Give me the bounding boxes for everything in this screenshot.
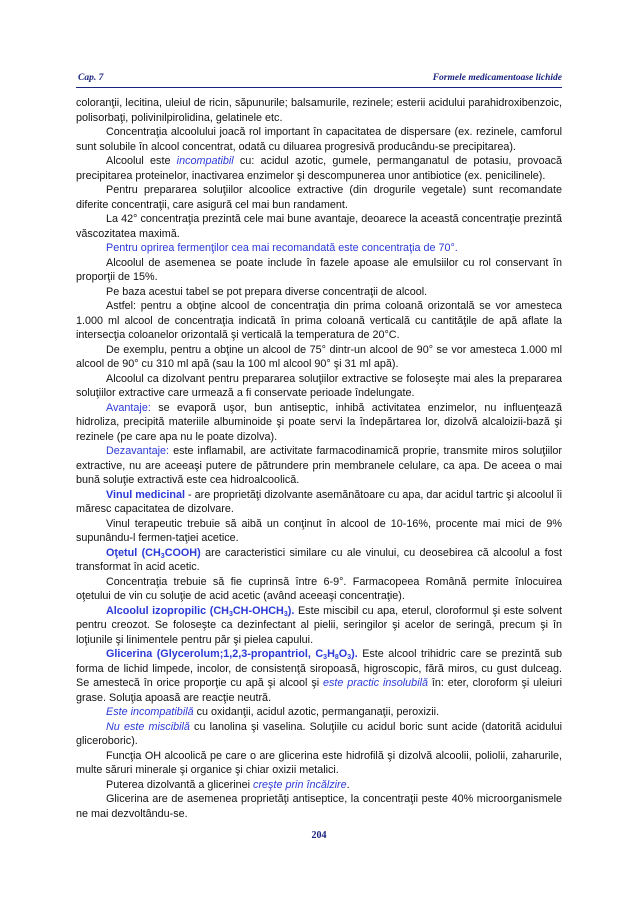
paragraph: Pe baza acestui tabel se pot prepara diverse concentraţii de alcool.: [106, 285, 428, 298]
section-title: Formele medicamentoase lichide: [432, 73, 562, 83]
paragraph: Glicerina are de asemenea proprietăţi antiseptice, la concentraţii peste 40% microorganismele ne mai dezvoltându-se.: [76, 793, 562, 820]
paragraph: Este incompatibilă cu oxidanţii, acidul azotic, permanganaţii, peroxizii.: [106, 706, 440, 718]
paragraph: Astfel: pentru a obţine alcool de concentraţia din prima coloană orizontală se vor amesteca 1.000 ml alcool de concentraţia indicată în prima coloană verticală cu cantităţile de apă aflate la intersecţia coloanelor orizontală şi verticală la temperatura de 20°C.: [76, 300, 562, 341]
page-header: [76, 70, 562, 86]
paragraph: Funcţia OH alcoolică pe care o are glicerina este hidrofilă şi dizolvă alcoolii, poliolii, zaharurile, multe săruri minerale şi organice şi chiar oxizii metalici.: [76, 749, 562, 776]
paragraph: Alcoolul de asemenea se poate include în fazele apoase ale emulsiilor cu rol conservant în proporţii de 15%.: [76, 256, 562, 283]
paragraph: Concentraţia alcoolului joacă rol important în capacitatea de dispersare (ex. rezinele, camforul sunt solubile în alcool concentrat, odată cu diluarea progresivă producându-se precipitarea).: [76, 126, 562, 153]
disadvantages-label: Dezavantaje:: [106, 445, 170, 457]
paragraph: Puterea dizolvantă a glicerinei creşte prin încălzire.: [106, 778, 350, 791]
page-body: [76, 96, 562, 821]
highlighted-paragraph: Pentru oprirea fermenţilor cea mai recomandată este concentraţia de 70°.: [106, 242, 458, 254]
paragraph: De exemplu, pentru a obţine un alcool de 75° dintr-un alcool de 90° se vor amesteca 1.000 ml alcool de 90° cu 310 ml apă (sau la 100 ml alcool 90° şi 31 ml apă).: [76, 343, 562, 370]
paragraph: coloranţii, lecitina, uleiul de ricin, săpunurile; balsamurile, rezinele; esterii acidului parahidroxibenzoic, polisorbaţi, polivinilpirolidina, gelatinele etc.: [76, 97, 562, 124]
chapter-label: Cap. 7: [78, 73, 104, 83]
term-heading: Vinul medicinal: [106, 488, 186, 501]
paragraph: Nu este miscibilă cu lanolina şi vaselina. Soluţiile cu acidul boric sunt acide (datorită acidului gliceroboric).: [76, 720, 562, 747]
emphasis-text: incompatibil: [176, 155, 234, 167]
emphasis-text: Nu este miscibilă: [106, 720, 190, 733]
paragraph: Avantaje: se evaporă uşor, bun antiseptic, inhibă activitatea enzimelor, nu influenţează hidroliza, precipită materiile albuminoide şi poate servi la îndepărtarea lor, dizolvă alcaloizii-bază şi rezinele (pe care apa nu le poate dizolva).: [76, 401, 562, 443]
paragraph: Vinul medicinal - are proprietăţi dizolvante asemănătoare cu apa, dar acidul tartric şi alcoolul îi măresc capacitatea de dizolvare.: [76, 488, 563, 515]
paragraph: La 42° concentraţia prezintă cele mai bune avantaje, deoarece la această concentraţie prezintă văscozitatea maximă.: [76, 213, 562, 240]
paragraph: Alcoolul este incompatibil cu: acidul azotic, gumele, permanganatul de potasiu, provoacă precipitarea proteinelor, inactivarea enzimelor şi descompunerea unor antibiotice (ex. penicilinele).: [76, 155, 562, 182]
paragraph: Dezavantaje: este inflamabil, are activitate farmacodinamică proprie, transmite miros soluţiilor extractive, nu are aceeaşi putere de pătrundere prin membranele celulare, ca apa. De aceea o mai bună soluţie extractivă este cea hidroalcoolică.: [76, 445, 562, 486]
advantages-label: Avantaje:: [106, 401, 151, 414]
emphasis-text: creşte prin încălzire: [253, 778, 347, 791]
paragraph: Glicerina (Glycerolum;1,2,3-propantriol, $C_3H_8O_3$). Este alcool trihidric care se prezintă sub forma de lichid limpede, incolor, de consistenţă siropoasă, higroscopic, fără miros, cu gust dulceag. Se amestecă în orice proporţie cu apă şi alcool şi este practic insolubilă în: eter, cloroform şi uleiuri grase. Soluţia apoasă are reacţie neutră.: [76, 648, 562, 704]
paragraph: Oţetul $(CH_3COOH)$ are caracteristici similare cu ale vinului, cu deosebirea că alcoolul a fost transformat în acid acetic.: [76, 546, 562, 573]
term-heading: Oţetul $(CH_3COOH)$: [106, 546, 201, 560]
header-rule: [76, 87, 562, 88]
paragraph: Vinul terapeutic trebuie să aibă un conţinut în alcool de 10-16%, procente mai mici de 9% supunându-l fermen-taţiei acetice.: [76, 517, 562, 544]
paragraph: Concentraţia trebuie să fie cuprinsă între 6-9°. Farmacopeea Română permite înlocuirea oţetului de vin cu soluţie de acid acetic (având aceeaşi concentraţie).: [76, 575, 562, 602]
emphasis-text: Este incompatibilă: [106, 706, 194, 718]
term-heading: Glicerina (Glycerolum;1,2,3-propantriol, $C_3H_8O_3$).: [106, 648, 358, 661]
emphasis-text: este practic insolubilă: [323, 677, 428, 689]
term-heading: Alcoolul izopropilic $(CH_3CH-OHCH_3)$.: [106, 604, 295, 618]
paragraph: Alcoolul izopropilic $(CH_3CH-OHCH_3)$. Este miscibil cu apa, eterul, cloroformul şi este solvent pentru creozot. Se foloseşte ca dezinfectant al pielii, seringilor şi acelor de seringă, precum şi în loţiunile şi linimentele pentru păr şi pielea capului.: [76, 604, 563, 646]
paragraph: Alcoolul ca dizolvant pentru prepararea soluţiilor extractive se foloseşte mai ales la prepararea soluţiilor extractive care urmează a fi conservate perioade îndelungate.: [76, 372, 562, 399]
paragraph: Pentru prepararea soluţiilor alcoolice extractive (din drogurile vegetale) sunt recomandate diferite concentraţii, care asigură cel mai bun randament.: [76, 184, 562, 211]
page-number: 204: [311, 830, 327, 841]
